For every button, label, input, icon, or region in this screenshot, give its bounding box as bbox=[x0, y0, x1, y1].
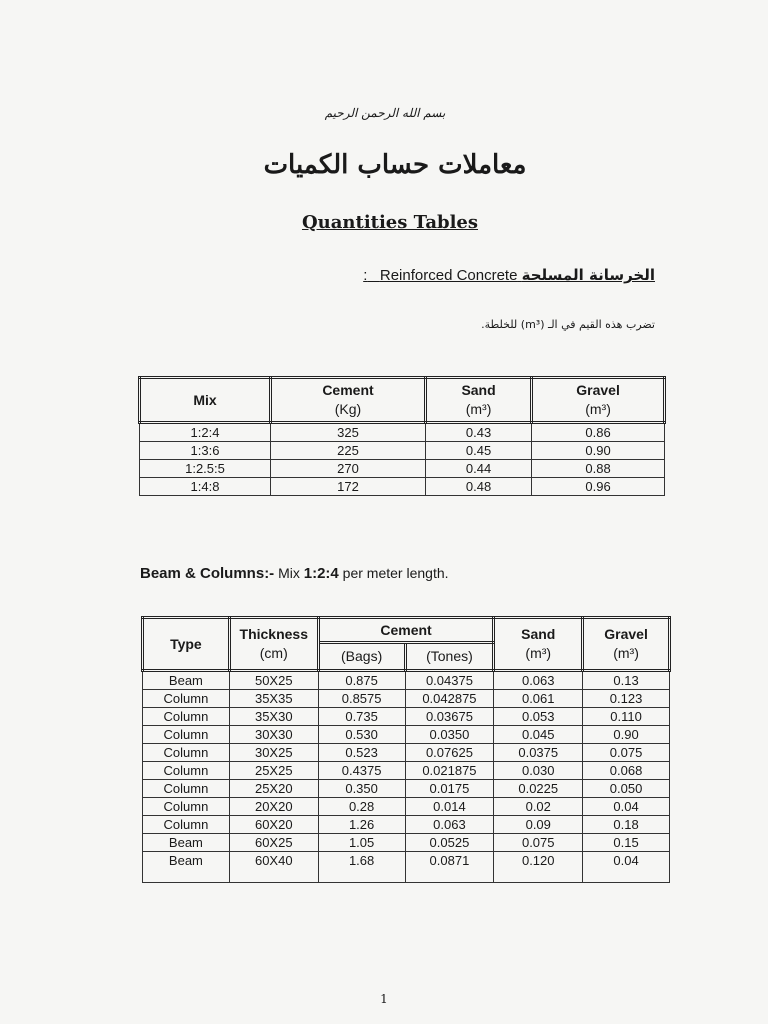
cell-tones: 0.0525 bbox=[405, 834, 494, 852]
header-mix bbox=[140, 378, 271, 423]
cell-gravel: 0.04 bbox=[583, 798, 670, 816]
cell-type: Column bbox=[143, 816, 230, 834]
cell-gravel: 0.110 bbox=[583, 708, 670, 726]
header-gravel-unit: (m³) bbox=[585, 401, 611, 417]
cell-sand: 0.075 bbox=[494, 834, 583, 852]
cell-sand: 0.030 bbox=[494, 762, 583, 780]
cell-thickness: 60X20 bbox=[229, 816, 318, 834]
table-row bbox=[140, 442, 665, 460]
cell-tones: 0.021875 bbox=[405, 762, 494, 780]
header-sand bbox=[425, 378, 531, 423]
header-gravel-label: Gravel bbox=[604, 626, 648, 642]
cell-thickness: 60X40 bbox=[229, 852, 318, 883]
header-thickness-unit: (cm) bbox=[259, 645, 288, 661]
cell-tones: 0.04375 bbox=[405, 671, 494, 690]
table-row bbox=[143, 780, 670, 798]
cell-bags: 0.523 bbox=[318, 744, 405, 762]
cell-sand: 0.061 bbox=[494, 690, 583, 708]
header-bags: (Bags) bbox=[318, 643, 405, 671]
cell-cement: 270 bbox=[271, 460, 426, 478]
beam-columns-table bbox=[141, 616, 671, 883]
mix-table-header-row bbox=[140, 378, 665, 423]
cell-gravel: 0.13 bbox=[583, 671, 670, 690]
cell-bags: 0.530 bbox=[318, 726, 405, 744]
header-cement bbox=[271, 378, 426, 423]
table-row bbox=[143, 816, 670, 834]
cell-thickness: 25X20 bbox=[229, 780, 318, 798]
cell-sand: 0.045 bbox=[494, 726, 583, 744]
cell-gravel: 0.068 bbox=[583, 762, 670, 780]
cell-thickness: 50X25 bbox=[229, 671, 318, 690]
cell-gravel: 0.90 bbox=[532, 442, 665, 460]
cell-bags: 0.8575 bbox=[318, 690, 405, 708]
cell-gravel: 0.18 bbox=[583, 816, 670, 834]
cell-sand: 0.0375 bbox=[494, 744, 583, 762]
cell-sand: 0.09 bbox=[494, 816, 583, 834]
cell-type: Column bbox=[143, 744, 230, 762]
header-type-label: Type bbox=[170, 635, 202, 652]
cell-bags: 0.735 bbox=[318, 708, 405, 726]
cell-type: Column bbox=[143, 708, 230, 726]
cell-cement: 325 bbox=[271, 423, 426, 442]
table-row bbox=[143, 762, 670, 780]
cell-cement: 172 bbox=[271, 478, 426, 496]
cell-tones: 0.03675 bbox=[405, 708, 494, 726]
cell-gravel: 0.050 bbox=[583, 780, 670, 798]
cell-thickness: 35X35 bbox=[229, 690, 318, 708]
beam-columns-label: Beam & Columns:- bbox=[140, 565, 275, 582]
header-sand-unit: (m³) bbox=[465, 401, 492, 417]
table-row bbox=[143, 852, 670, 883]
table-row bbox=[143, 744, 670, 762]
cell-bags: 1.68 bbox=[318, 852, 405, 883]
header-tones: (Tones) bbox=[405, 643, 494, 671]
per-meter-text: per meter length. bbox=[342, 565, 449, 581]
cell-thickness: 20X20 bbox=[229, 798, 318, 816]
cell-tones: 0.042875 bbox=[405, 690, 494, 708]
header-gravel-label: Gravel bbox=[576, 382, 620, 398]
header-gravel-unit: (m³) bbox=[613, 645, 639, 661]
cell-mix: 1:2.5:5 bbox=[140, 460, 271, 478]
cell-bags: 0.350 bbox=[318, 780, 405, 798]
header-thickness bbox=[229, 618, 318, 671]
cell-tones: 0.0175 bbox=[405, 780, 494, 798]
table-row bbox=[143, 671, 670, 690]
header-gravel bbox=[532, 378, 665, 423]
cell-gravel: 0.075 bbox=[583, 744, 670, 762]
cell-type: Column bbox=[143, 798, 230, 816]
english-title: Quantities Tables bbox=[301, 212, 479, 233]
cell-sand: 0.0225 bbox=[494, 780, 583, 798]
cell-type: Column bbox=[143, 762, 230, 780]
table-row bbox=[143, 834, 670, 852]
header-sand-unit: (m³) bbox=[525, 645, 552, 661]
header-cement-label: Cement bbox=[322, 382, 374, 398]
header-type bbox=[143, 618, 230, 671]
cell-type: Column bbox=[143, 690, 230, 708]
cell-tones: 0.07625 bbox=[405, 744, 494, 762]
rc-label-en: Reinforced Concrete bbox=[379, 267, 518, 284]
cell-mix: 1:2:4 bbox=[140, 423, 271, 442]
cell-bags: 1.05 bbox=[318, 834, 405, 852]
cell-sand: 0.053 bbox=[494, 708, 583, 726]
cell-tones: 0.063 bbox=[405, 816, 494, 834]
beam-columns-heading bbox=[140, 565, 640, 582]
cell-type: Column bbox=[143, 780, 230, 798]
table-row bbox=[143, 708, 670, 726]
beam-table-header-row-1 bbox=[143, 618, 670, 643]
cell-tones: 0.014 bbox=[405, 798, 494, 816]
cell-mix: 1:3:6 bbox=[140, 442, 271, 460]
table-row bbox=[140, 460, 665, 478]
cell-thickness: 60X25 bbox=[229, 834, 318, 852]
header-sand-label: Sand bbox=[461, 382, 496, 398]
cell-thickness: 35X30 bbox=[229, 708, 318, 726]
cell-tones: 0.0350 bbox=[405, 726, 494, 744]
table-row bbox=[143, 798, 670, 816]
cell-type: Beam bbox=[143, 834, 230, 852]
header-cement bbox=[318, 618, 494, 643]
multiply-note: تضرب هذه القيم في الـ (m³) للخلطة. bbox=[481, 318, 655, 331]
cell-tones: 0.0871 bbox=[405, 852, 494, 883]
cell-bags: 1.26 bbox=[318, 816, 405, 834]
header-cement-label: Cement bbox=[380, 621, 432, 638]
rc-prefix: : bbox=[363, 267, 368, 284]
cell-cement: 225 bbox=[271, 442, 426, 460]
mix-prefix: Mix bbox=[278, 565, 300, 581]
cell-bags: 0.28 bbox=[318, 798, 405, 816]
cell-type: Column bbox=[143, 726, 230, 744]
basmala-text: بسم الله الرحمن الرحيم bbox=[324, 106, 446, 120]
cell-gravel: 0.90 bbox=[583, 726, 670, 744]
table-row bbox=[143, 690, 670, 708]
cell-gravel: 0.86 bbox=[532, 423, 665, 442]
mix-table bbox=[138, 376, 666, 496]
cell-thickness: 25X25 bbox=[229, 762, 318, 780]
mix-value: 1:2:4 bbox=[303, 565, 339, 582]
header-mix-label: Mix bbox=[193, 391, 217, 408]
cell-sand: 0.48 bbox=[425, 478, 531, 496]
cell-sand: 0.063 bbox=[494, 671, 583, 690]
header-thickness-label: Thickness bbox=[239, 626, 308, 642]
cell-thickness: 30X25 bbox=[229, 744, 318, 762]
cell-type: Beam bbox=[143, 852, 230, 883]
cell-gravel: 0.88 bbox=[532, 460, 665, 478]
header-gravel bbox=[583, 618, 670, 671]
cell-sand: 0.43 bbox=[425, 423, 531, 442]
cell-gravel: 0.04 bbox=[583, 852, 670, 883]
table-row bbox=[143, 726, 670, 744]
header-sand bbox=[494, 618, 583, 671]
cell-sand: 0.45 bbox=[425, 442, 531, 460]
cell-bags: 0.875 bbox=[318, 671, 405, 690]
table-row bbox=[140, 478, 665, 496]
rc-label-ar: الخرسانة المسلحة bbox=[521, 266, 655, 284]
table-row bbox=[140, 423, 665, 442]
cell-type: Beam bbox=[143, 671, 230, 690]
cell-thickness: 30X30 bbox=[229, 726, 318, 744]
cell-gravel: 0.96 bbox=[532, 478, 665, 496]
arabic-title: معاملات حساب الكميات bbox=[263, 150, 527, 180]
cell-gravel: 0.15 bbox=[583, 834, 670, 852]
cell-bags: 0.4375 bbox=[318, 762, 405, 780]
reinforced-concrete-heading bbox=[300, 266, 655, 284]
cell-gravel: 0.123 bbox=[583, 690, 670, 708]
cell-sand: 0.02 bbox=[494, 798, 583, 816]
page-number: 1 bbox=[380, 992, 388, 1006]
header-sand-label: Sand bbox=[521, 626, 556, 642]
cell-sand: 0.44 bbox=[425, 460, 531, 478]
cell-mix: 1:4:8 bbox=[140, 478, 271, 496]
cell-sand: 0.120 bbox=[494, 852, 583, 883]
header-cement-unit: (Kg) bbox=[334, 401, 362, 417]
